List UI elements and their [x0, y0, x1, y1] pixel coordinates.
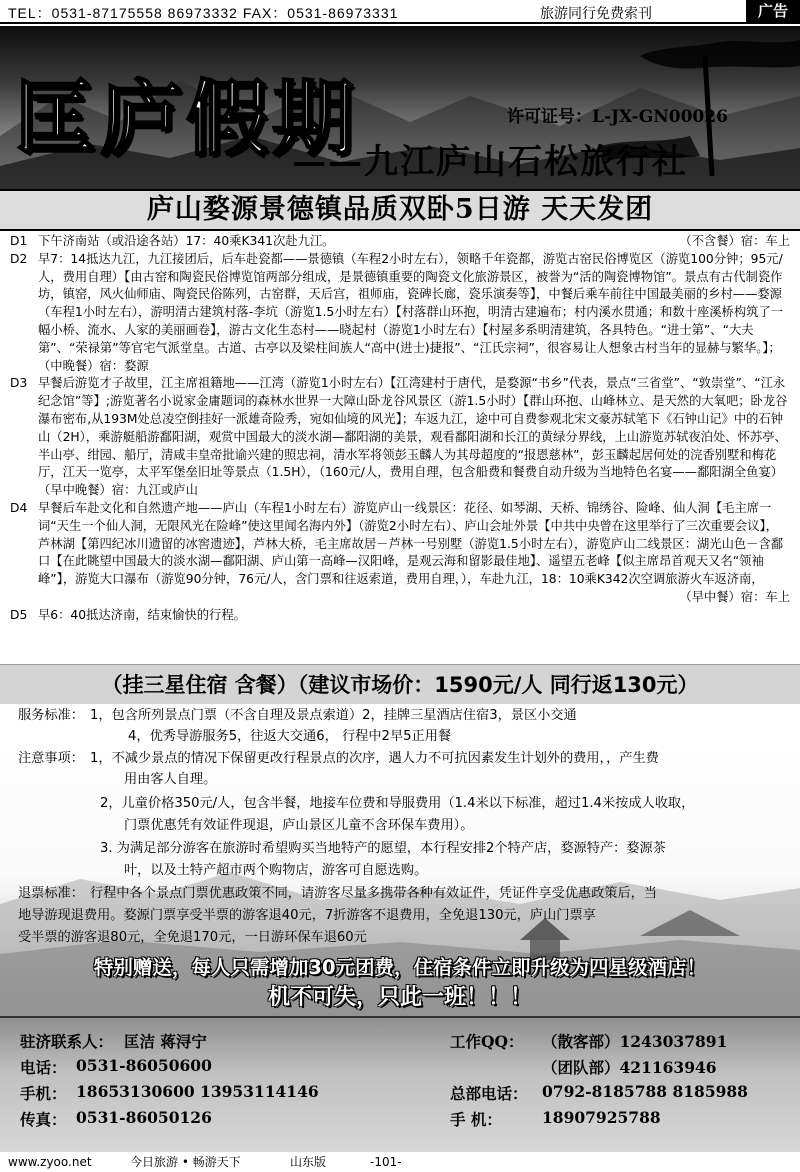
top-contact-bar	[0, 0, 800, 24]
license-number: 许可证号：L-JX-GN00026	[507, 107, 728, 127]
qq-label: 工作QQ：	[450, 1032, 524, 1051]
top-contact-text: TEL：0531-87175558 86973332 FAX：0531-86973331	[8, 5, 399, 21]
promo-upgrade: 特别赠送，每人只需增加30元团费，住宿条件立即升级为四星级酒店！	[93, 956, 707, 979]
brand-title: 匡庐假期	[14, 71, 359, 167]
day-text: 早6：40抵达济南，结束愉快的行程。	[38, 607, 246, 622]
itinerary-day	[0, 233, 800, 251]
service-label: 服务标准：	[18, 708, 84, 723]
mobile-number: 18653130600 13953114146	[76, 1082, 319, 1101]
promo-slogan: 机不可失，只此一班！！！	[267, 985, 532, 1010]
fax-label: 传真：	[20, 1110, 67, 1129]
service-line-2: 4，优秀导游服务5，往返大交通6， 行程中2早5正用餐	[128, 729, 452, 744]
itinerary-day	[0, 607, 800, 625]
refund-label: 退票标准：	[18, 886, 84, 901]
day-label: D1	[10, 234, 28, 248]
attention-line-1: 1，不减少景点的情况下保留更改行程景点的次序，遇人力不可抗因素发生计划外的费用，，产生费	[90, 751, 659, 766]
attention-line-3: 3. 为满足部分游客在旅游时希望购买当地特产的愿望，本行程安排2个特产店，婺源特产：婺源茶	[100, 841, 666, 856]
header-banner	[0, 26, 800, 189]
day-label: D5	[10, 607, 28, 622]
refund-line-1: 行程中各个景点门票优惠政策不同，请游客尽量多携带各种有效证件，凭证件享受优惠政策后，当	[90, 886, 658, 901]
day-text: 早7：14抵达九江，九江接团后，后车赴瓷都——景德镇（车程2小时左右），领略千年瓷都，游览古窑民俗博览区（游览100分钟；95元/人，费用自理）【由古窑和陶瓷民俗博览馆两部分组成，是景德镇重要的陶瓷文化旅游景区，被誉为“活的陶瓷博物馆”。景点有古代制瓷作坊，镇窑，风火仙师庙、陶瓷民俗陈列，古窑群，天后宫，祖师庙，瓷碑长廊，瓷乐演奏等】，中餐后乘车前往中国最美丽的乡村——婺源（车程1小时左右），游明清古建筑村落-李坑（游览1.5小时左右）【村落群山环抱，明清古建遍布；村内溪水贯通；和数十座溪桥构筑了一幅小桥、流水、人家的美丽画卷】，游古文化生态村——晓起村（游览1小时左右）【村屋多系明清建筑，各具特色。“进士第”、“大夫第”、“荣禄第”等官宅气派堂皇。古道、古亭以及梁柱间族人“高中(进士)捷报”、“江氏宗祠”，很容易让人想象古村当年的显赫与繁华。】；（中晚餐）宿：婺源	[38, 251, 784, 373]
phone-label: 电话：	[20, 1058, 67, 1077]
qq-group: （团队部）421163946	[542, 1058, 717, 1077]
attention-line-1b: 用由客人自理。	[124, 772, 217, 787]
agency-name: ——九江庐山石松旅行社	[292, 142, 688, 182]
hq-mobile: 18907925788	[542, 1108, 661, 1127]
footer-edition: 山东版	[290, 1155, 327, 1169]
contact-persons: 匡洁 蒋浔宁	[124, 1032, 207, 1051]
notes-section	[0, 704, 800, 1016]
service-line-1: 1，包含所列景点门票（不含自理及景点索道）2，挂牌三星酒店住宿3，景区小交通	[90, 708, 577, 723]
fax-number: 0531-86050126	[76, 1108, 212, 1127]
ad-tag: 广告	[746, 0, 800, 24]
hq-mobile-label: 手 机：	[450, 1110, 502, 1129]
day-label: D2	[10, 251, 28, 266]
itinerary-day	[0, 251, 800, 376]
itinerary-day	[0, 500, 800, 607]
hq-phone-label: 总部电话：	[450, 1084, 528, 1103]
attention-line-3b: 叶，以及土特产超市两个购物店，游客可自愿选购。	[124, 863, 428, 878]
attention-line-2: 2，儿童价格350元/人，包含半餐，地接车位费和导服费用（1.4米以下标准，超过1.4米按成人收取，	[100, 796, 695, 811]
page-footer	[0, 1152, 800, 1172]
footer-site: www.zyoo.net	[8, 1155, 92, 1169]
hq-phone: 0792-8185788 8185988	[542, 1082, 748, 1101]
qq-individual: （散客部）1243037891	[542, 1032, 728, 1051]
day-text: 早餐后游览才子故里，江主席祖籍地——江湾（游览1小时左右）【江湾建村于唐代，是婺源“书乡”代表，景点“三省堂”、“敦崇堂”、“江永纪念馆”等】;游览著名小说家金庸题词的森林水世界一大障山卧龙谷风景区（游1.5小时）【群山环抱、山峰林立、是天然的大氧吧；卧龙谷瀑布密布,从193M处总凌空倒挂好一派雄奇险秀，宛如仙境的风光】；车返九江，途中可自费参观北宋文豪苏轼笔下《石钟山记》中的石钟山（2H），乘游艇船游鄱阳湖，观赏中国最大的淡水湖—鄱阳湖的美景，观看鄱阳湖和长江的黄绿分界线，上山游览苏轼夜泊处、怀苏亭、半山亭、绀园、船厅，清咸丰皇帝批谕兴建的照忠祠，清水军将领彭玉麟人为其母超度的“报恩慈林”，彭玉麟起居何处的浣香别墅和梅花厅，江天一览亭，太平军堡垒旧址等景点（1.5H），（160元/人，费用自理，包含船费和餐费自动升级为当地特色名宴——鄱阳湖全鱼宴）（早中晚餐）宿：九江或庐山	[38, 376, 788, 498]
phone-number: 0531-86050600	[76, 1056, 212, 1075]
day-text: （不含餐）宿：车上 下午济南站（或沿途各站）17：40乘K341次赴九江。	[38, 233, 790, 251]
day-text: 早餐后车赴文化和自然遗产地——庐山（车程1小时左右）游览庐山一线景区：花径、如琴湖、天桥、锦绣谷、险峰、仙人洞【毛主席一词“天生一个仙人洞，无限风光在险峰”使这里闻名海内外】（游览2小时左右）、庐山会址外景【中共中央曾在这里举行了三次重要会议】，芦林湖【第四纪冰川遗留的冰窖遗迹】，芦林大桥，毛主席故居－芦林一号别墅（游览1.5小时左右），游览庐山二线景区：湖光山色－含鄱口【在此眺望中国最大的淡水湖—鄱阳湖、庐山第一高峰—汉阳峰，是观云海和留影最佳地】、遥望五老峰【似主席昂首观天又名“领袖峰”】，游览大口瀑布（游览90分钟，76元/人，含门票和往返索道，费用自理，），车赴九江，18：10乘K342次空调旅游火车返济南， （早中餐）宿：车上	[38, 500, 790, 607]
day-label: D4	[10, 500, 28, 515]
itinerary	[0, 233, 800, 664]
mobile-label: 手机：	[20, 1084, 67, 1103]
refund-line-2: 地导游现退费用。婺源门票享受半票的游客退40元，7折游客不退费用，全免退130元，庐山门票享	[18, 908, 596, 923]
contact-section	[0, 1016, 800, 1152]
day-label: D3	[10, 376, 28, 391]
refund-line-3: 受半票的游客退80元，全免退170元，一日游环保车退60元	[18, 930, 367, 945]
attention-label: 注意事项：	[18, 751, 84, 766]
itinerary-day	[0, 375, 800, 500]
day-meal: （早中餐）宿：车上	[679, 589, 790, 604]
price-banner: （挂三星住宿 含餐）（建议市场价：1590元/人 同行返130元）	[0, 664, 800, 704]
footer-slogan: 今日旅游 • 畅游天下	[130, 1155, 241, 1169]
index-label: 旅游同行免费索刊	[540, 5, 652, 21]
route-title: 庐山婺源景德镇品质双卧5日游 天天发团	[0, 189, 800, 231]
day-meal: （不含餐）宿：车上	[679, 234, 790, 248]
page-number: -101-	[370, 1155, 402, 1169]
contact-person-label: 驻济联系人：	[20, 1032, 114, 1051]
attention-line-2b: 门票优惠凭有效证件现退，庐山景区儿童不含环保车费用）。	[124, 818, 474, 833]
